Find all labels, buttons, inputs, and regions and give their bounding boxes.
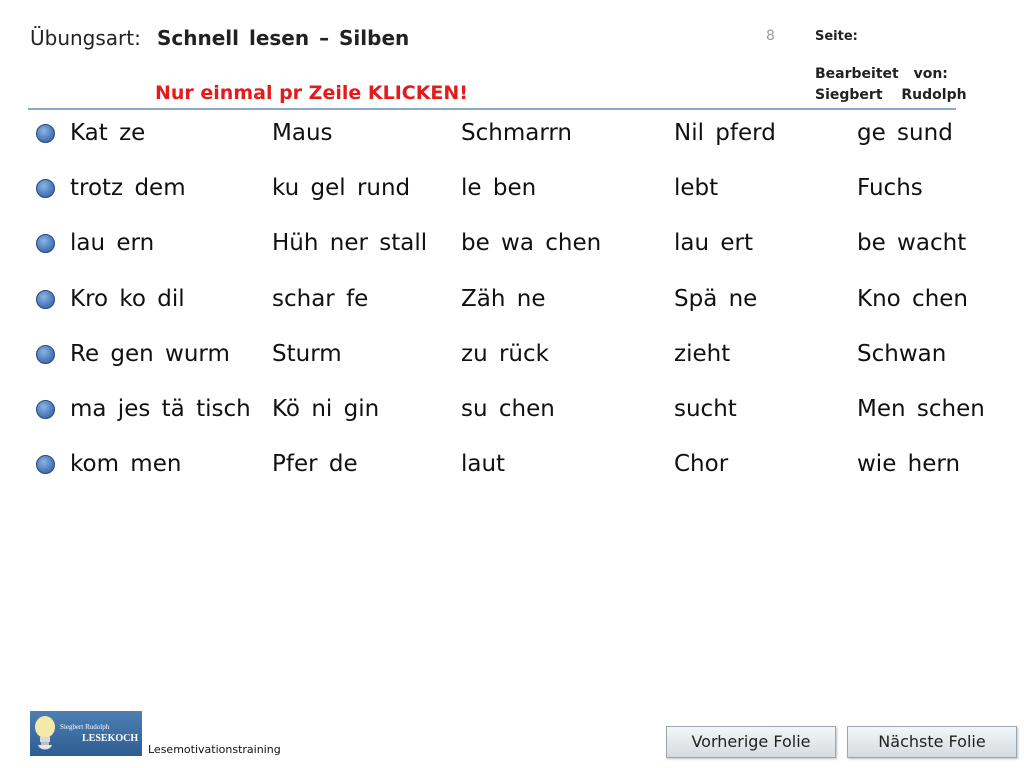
next-slide-button[interactable]: Nächste Folie [847,726,1017,758]
word-cell: Maus [272,120,333,146]
word-cell: Fuchs [857,175,923,202]
word-row [0,392,1024,447]
word-cell: Pfer de [272,451,358,478]
word-cell: le ben [461,175,537,202]
word-cell: su chen [461,395,555,422]
word-cell: Zäh ne [461,285,546,312]
row-click-button[interactable] [36,234,55,253]
row-click-button[interactable] [36,179,55,198]
word-cell: Hüh ner stall [272,230,428,257]
word-cell: Spä ne [674,285,758,312]
word-cell: Re gen wurm [70,340,230,367]
logo-wordmark: LESEKOCH [82,733,139,744]
word-cell: Kro ko dil [70,285,185,312]
word-cell: lau ert [674,230,753,257]
word-row [0,337,1024,392]
row-click-button[interactable] [36,455,55,474]
word-cell: sucht [674,395,737,422]
syllable-grid [0,116,1024,502]
row-click-button[interactable] [36,124,55,143]
instruction-text: Nur einmal pr Zeile KLICKEN! [155,82,468,104]
word-cell: schar fe [272,285,369,312]
word-cell: Schmarrn [461,120,573,146]
word-cell: lebt [674,175,719,202]
word-cell: Men schen [857,395,985,422]
word-cell: Nil pferd [674,120,776,146]
word-cell: ma jes tä tisch [70,395,251,422]
word-cell: lau ern [70,230,155,257]
word-row [0,447,1024,502]
header-divider [28,108,956,110]
exercise-type-label: Übungsart: [30,26,141,50]
word-cell: ge sund [857,120,953,146]
word-cell: zu rück [461,340,549,367]
word-cell: kom men [70,451,182,478]
author-label: Bearbeitet von: [815,66,948,82]
word-cell: Sturm [272,340,342,367]
page-label: Seite: [815,29,858,44]
word-cell: zieht [674,340,731,367]
word-cell: Kat ze [70,120,146,146]
word-row [0,171,1024,226]
word-cell: Kö ni gin [272,395,380,422]
word-cell: Kno chen [857,285,968,312]
word-cell: laut [461,451,506,478]
word-cell: be wacht [857,230,967,257]
footer-label: Lesemotivationstraining [148,743,281,756]
row-click-button[interactable] [36,290,55,309]
word-row [0,282,1024,337]
word-cell: Chor [674,451,729,478]
row-click-button[interactable] [36,400,55,419]
word-cell: be wa chen [461,230,602,257]
word-cell: Schwan [857,340,947,367]
lesekoch-logo [30,711,142,756]
page-number: 8 [766,28,775,44]
exercise-title: Schnell lesen – Silben [157,26,410,50]
word-cell: trotz dem [70,175,186,202]
row-click-button[interactable] [36,345,55,364]
word-cell: wie hern [857,451,961,478]
previous-slide-button[interactable]: Vorherige Folie [666,726,836,758]
logo-caption: Siegbert Rudolph [60,723,110,731]
word-cell: ku gel rund [272,175,411,202]
word-row [0,116,1024,171]
word-row [0,226,1024,281]
author-name: Siegbert Rudolph [815,87,967,103]
